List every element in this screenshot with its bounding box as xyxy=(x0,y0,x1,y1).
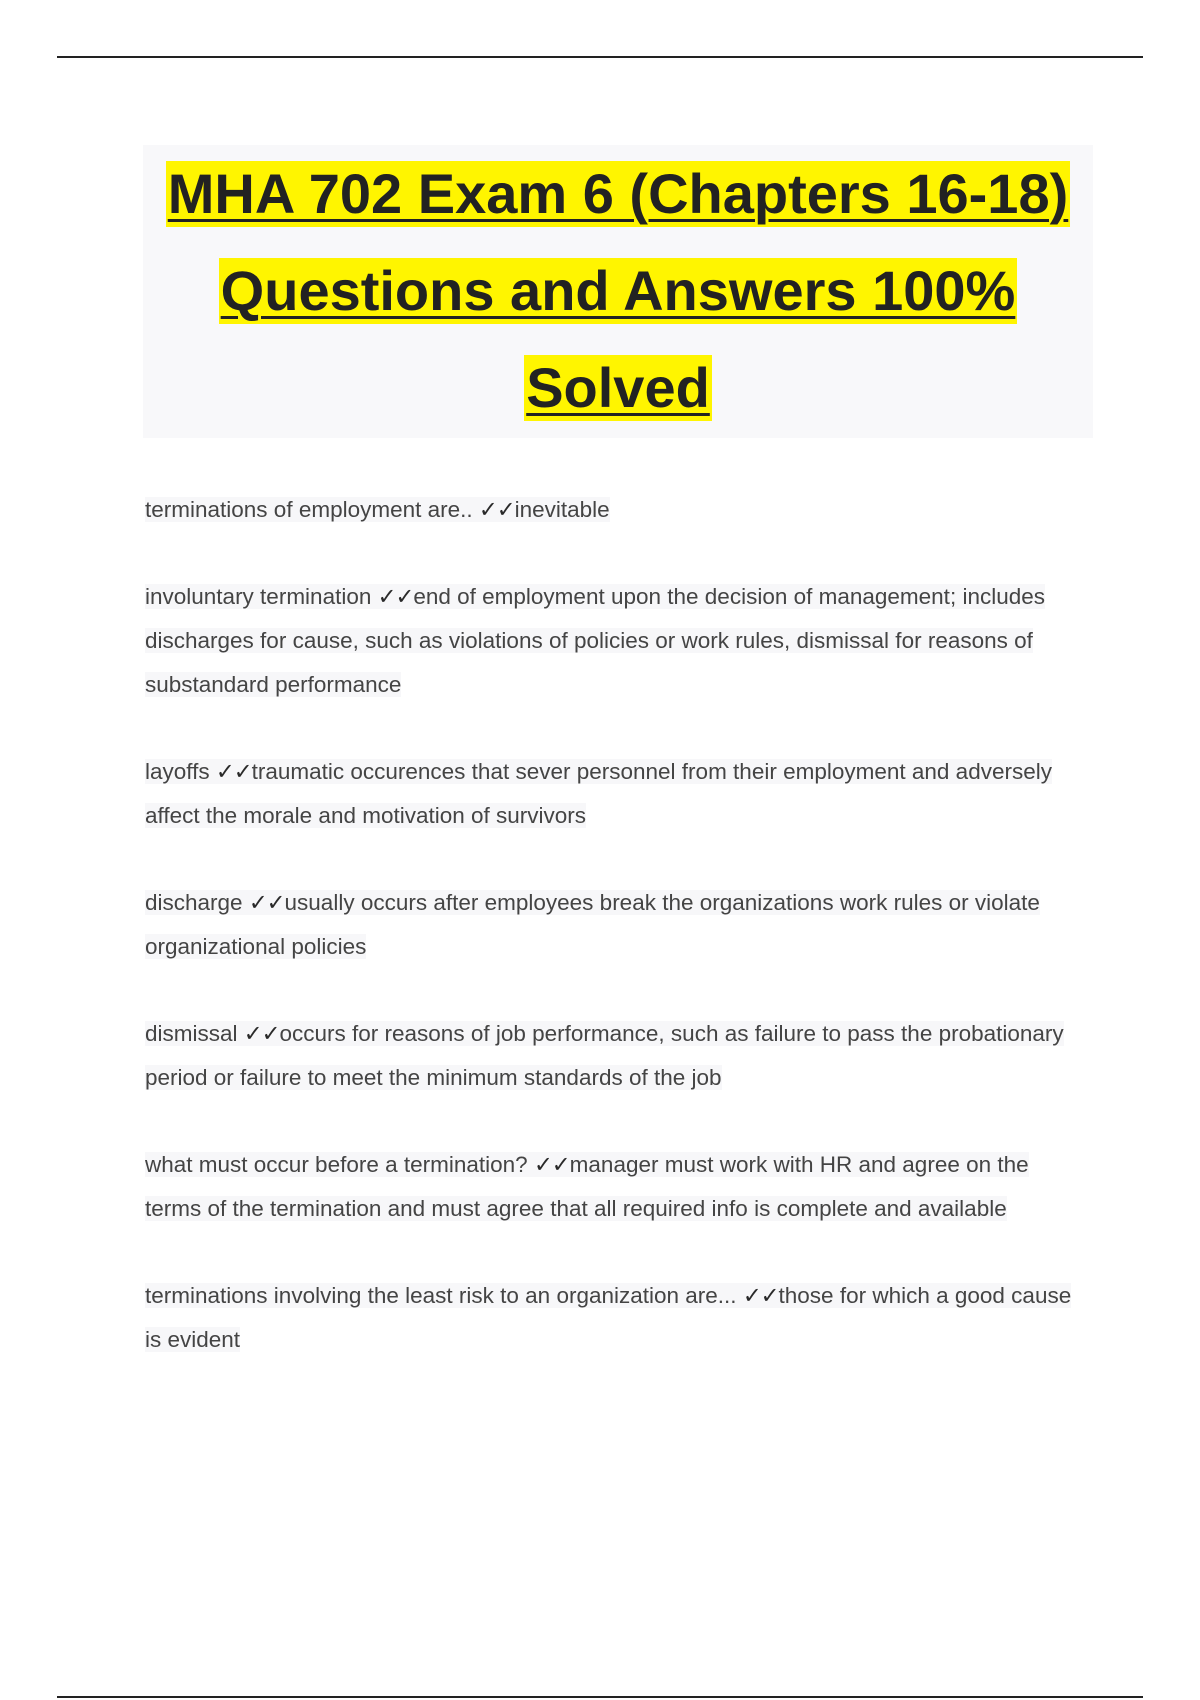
title-row-2 xyxy=(143,242,1093,339)
double-check-icon: ✓✓ xyxy=(215,759,252,784)
question-text: discharge xyxy=(145,890,249,915)
title-block xyxy=(143,145,1093,438)
answer-text: traumatic occurences that sever personnel from their employment and adversely affect the morale and motivation of survivors xyxy=(145,759,1052,828)
qa-item xyxy=(145,1274,1085,1362)
double-check-icon: ✓✓ xyxy=(377,584,414,609)
qa-item xyxy=(145,1143,1085,1231)
answer-text: those for which a good cause is evident xyxy=(145,1283,1072,1352)
qa-item xyxy=(145,1012,1085,1100)
question-text: what must occur before a termination? xyxy=(145,1152,534,1177)
qa-item xyxy=(145,575,1085,707)
question-text: terminations involving the least risk to an organization are... xyxy=(145,1283,743,1308)
qa-item xyxy=(145,750,1085,838)
title-line-1: MHA 702 Exam 6 (Chapters 16-18) xyxy=(167,161,1069,225)
double-check-icon: ✓✓ xyxy=(742,1283,779,1308)
double-check-icon: ✓✓ xyxy=(478,497,515,522)
double-check-icon: ✓✓ xyxy=(248,890,285,915)
double-check-icon: ✓✓ xyxy=(243,1021,280,1046)
question-text: dismissal xyxy=(145,1021,244,1046)
double-check-icon: ✓✓ xyxy=(533,1152,570,1177)
qa-item xyxy=(145,488,1085,532)
answer-text: occurs for reasons of job performance, such as failure to pass the probationary period or failure to meet the minimum standards of the job xyxy=(145,1021,1064,1090)
answer-text: usually occurs after employees break the organizations work rules or violate organizational policies xyxy=(145,890,1040,959)
title-line-2: Questions and Answers 100% xyxy=(220,258,1016,322)
question-text: terminations of employment are.. xyxy=(145,497,479,522)
title-row-1 xyxy=(143,145,1093,242)
qa-item xyxy=(145,881,1085,969)
answer-text: end of employment upon the decision of management; includes discharges for cause, such as violations of policies or work rules, dismissal for reasons of substandard performance xyxy=(145,584,1045,697)
answer-text: inevitable xyxy=(514,497,610,522)
qa-list xyxy=(145,488,1085,1405)
title-row-3 xyxy=(143,339,1093,436)
top-rule xyxy=(57,56,1143,58)
answer-text: manager must work with HR and agree on the terms of the termination and must agree that all required info is complete and available xyxy=(145,1152,1029,1221)
title-line-3: Solved xyxy=(526,355,710,419)
question-text: layoffs xyxy=(145,759,216,784)
bottom-rule xyxy=(57,1696,1143,1698)
question-text: involuntary termination xyxy=(145,584,378,609)
